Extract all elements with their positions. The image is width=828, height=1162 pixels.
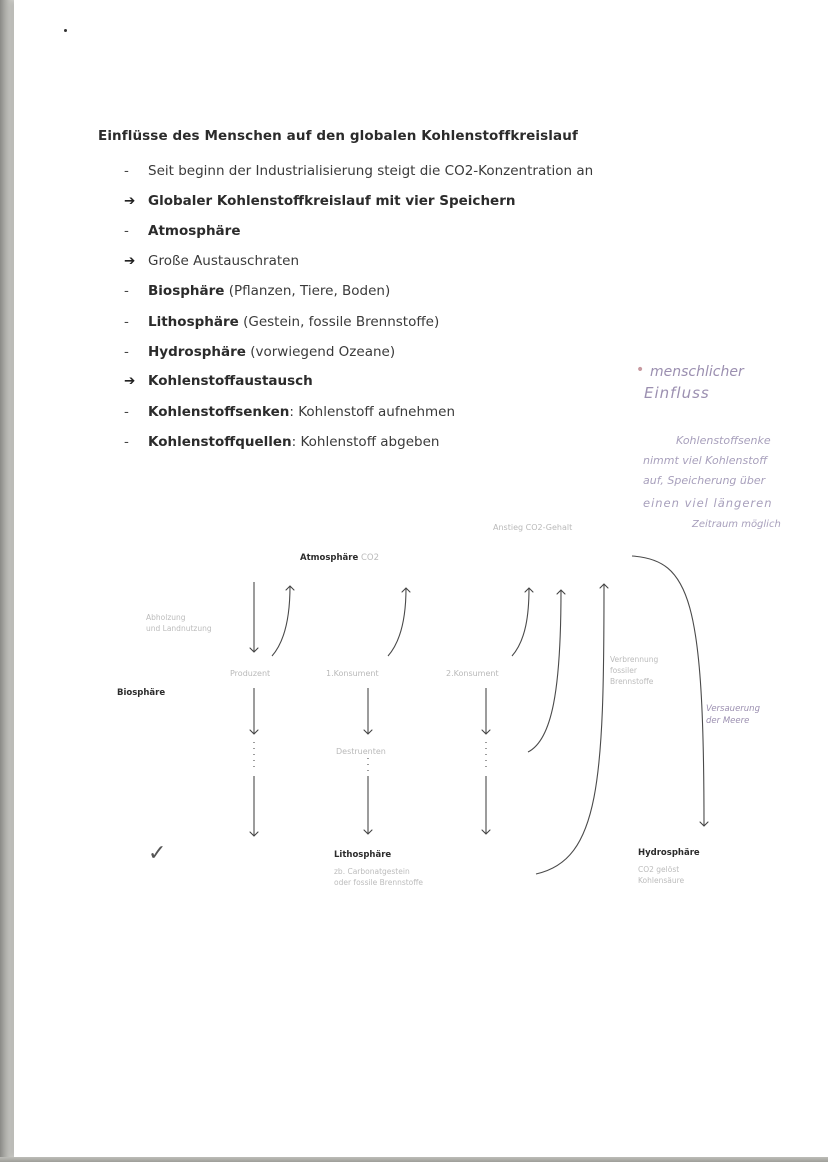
label-verbrennung-3: Brennstoffe	[610, 677, 654, 686]
label-lithosphaere: Lithosphäre	[334, 850, 392, 860]
handwritten-note-line: nimmt viel Kohlenstoff	[643, 454, 768, 467]
label-litho-2: oder fossile Brennstoffe	[334, 878, 424, 887]
list-item-text: : Kohlenstoff abgeben	[291, 434, 440, 450]
label-verbrennung-1: Verbrennung	[610, 655, 659, 664]
label-hydro-details	[638, 864, 684, 886]
dash-marker: -	[124, 404, 129, 420]
handwritten-bullet: •	[636, 362, 645, 378]
list-item-bold: Biosphäre	[148, 283, 225, 299]
list-item-text: (vorwiegend Ozeane)	[245, 344, 396, 360]
label-destruenten: Destruenten	[336, 747, 386, 756]
handwritten-note-line: auf, Speicherung über	[643, 474, 766, 487]
list-item-text: : Kohlenstoff aufnehmen	[289, 404, 456, 420]
list-item-bold: Lithosphäre	[148, 314, 239, 330]
list-item-bold: Globaler Kohlenstoffkreislauf mit vier Speichern	[148, 193, 516, 209]
dash-marker: -	[124, 434, 129, 450]
label-litho-details	[334, 866, 423, 888]
dash-marker: -	[124, 314, 129, 330]
dash-marker: -	[124, 163, 129, 179]
check-mark-icon: ✓	[148, 841, 167, 866]
list-item-bold: Atmosphäre	[148, 223, 241, 239]
label-abholzung	[146, 612, 212, 634]
handwritten-versauerung-2: der Meere	[706, 716, 750, 726]
label-hydro-1: CO2 gelöst	[638, 865, 680, 874]
label-konsument-2: 2.Konsument	[446, 669, 499, 678]
handwritten-note-line: einen viel längeren	[643, 496, 773, 510]
label-biosphaere: Biosphäre	[117, 688, 166, 698]
label-hydro-2: Kohlensäure	[638, 876, 685, 885]
list-item-bold: Kohlenstoffquellen	[148, 434, 292, 450]
arrow-marker: ➔	[124, 253, 136, 269]
label-atmosphaere-bold: Atmosphäre	[300, 553, 359, 563]
handwritten-note-title-2: Einfluss	[644, 384, 710, 402]
label-produzent: Produzent	[230, 669, 271, 678]
handwritten-versauerung: Versauerung	[706, 704, 760, 714]
label-atmosphaere	[300, 553, 379, 563]
handwritten-note-title: menschlicher	[650, 364, 744, 380]
label-verbrennung-2: fossiler	[610, 666, 637, 675]
label-litho-1: zb. Carbonatgestein	[334, 867, 410, 876]
label-anstieg: Anstieg CO2-Gehalt	[493, 523, 573, 532]
arrow-consumer1-to-atmosphere	[388, 588, 406, 656]
list-item-text: Große Austauschraten	[148, 253, 300, 269]
dash-marker: -	[124, 344, 129, 360]
label-abholzung-2: und Landnutzung	[146, 624, 212, 633]
list-item-bold: Kohlenstoffaustausch	[148, 373, 313, 389]
list-item-bold: Kohlenstoffsenken	[148, 404, 290, 420]
handwritten-note-line: Kohlenstoffsenke	[676, 434, 771, 447]
arrow-consumer2-to-atmosphere	[512, 588, 529, 656]
label-abholzung-1: Abholzung	[146, 613, 186, 622]
list-item-text: (Pflanzen, Tiere, Boden)	[224, 283, 391, 299]
list-item-text: (Gestein, fossile Brennstoffe)	[238, 314, 440, 330]
document-title: Einflüsse des Menschen auf den globalen Kohlenstoffkreislauf	[98, 128, 578, 144]
label-konsument-1: 1.Konsument	[326, 669, 379, 678]
arrow-marker: ➔	[124, 373, 136, 389]
label-atmosphaere-co2: CO2	[360, 553, 379, 563]
arrow-producer-to-atmosphere	[272, 586, 290, 656]
handwritten-note-line: Zeitraum möglich	[692, 519, 781, 530]
list-item-text: Seit beginn der Industrialisierung steigt die CO2-Konzentration an	[148, 163, 594, 179]
arrow-marker: ➔	[124, 193, 136, 209]
dash-marker: -	[124, 283, 129, 299]
dash-marker: -	[124, 223, 129, 239]
label-hydrosphaere: Hydrosphäre	[638, 848, 700, 858]
arrow-destruenten-to-atmosphere	[528, 590, 561, 752]
arrow-atmosphere-to-hydrosphere	[632, 556, 704, 826]
list-item-bold: Hydrosphäre	[148, 344, 246, 360]
label-verbrennung	[610, 654, 658, 687]
